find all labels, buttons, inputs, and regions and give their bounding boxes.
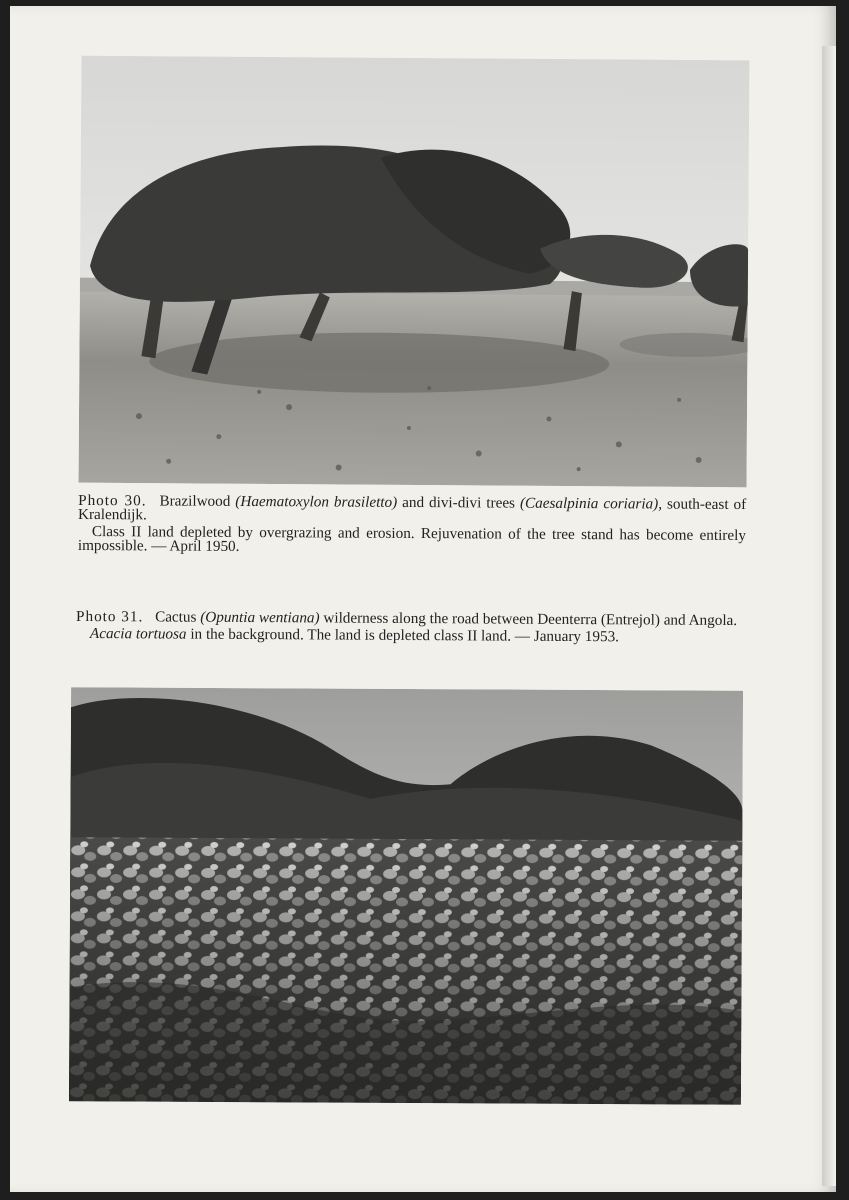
photo-30-text-e: south-east of Kralendijk.	[78, 495, 747, 524]
photo-31-species-2: Acacia tortuosa	[89, 625, 187, 643]
photo-31-label: Photo 31.	[76, 607, 144, 626]
photo-31-image	[69, 687, 743, 1105]
photo-31-text-a: Cactus	[155, 608, 197, 626]
photo-31-species-1: (Opuntia wentiana)	[200, 608, 320, 627]
photo-30-text-c: and divi-divi trees	[402, 493, 516, 512]
photo-30-text-a: Brazilwood	[159, 492, 231, 510]
photo-30-caption	[77, 491, 747, 557]
photo-30-species-2: (Caesalpinia coriaria),	[519, 494, 663, 513]
photo-30-caption-line2: Class II land depleted by overgrazing and erosion. Rejuvenation of the tree stand has become entirely impossible. — April 1950.	[77, 523, 746, 555]
photo-30-caption-line1	[78, 491, 747, 526]
photo-30-label: Photo 30.	[78, 491, 147, 510]
photo-31-text-b: in the background. The land is depleted class II land. — January 1953.	[190, 625, 620, 646]
page-edge	[822, 46, 836, 1186]
photo-30-image	[79, 56, 750, 488]
photo-31-caption-line2	[76, 627, 746, 645]
photo-31-text-c: wilderness along the road between Deenterra (Entrejol) and Angola.	[323, 609, 738, 629]
photo-31-caption	[76, 607, 746, 646]
photo-30-species-1: (Haematoxylon brasiletto)	[235, 492, 398, 511]
